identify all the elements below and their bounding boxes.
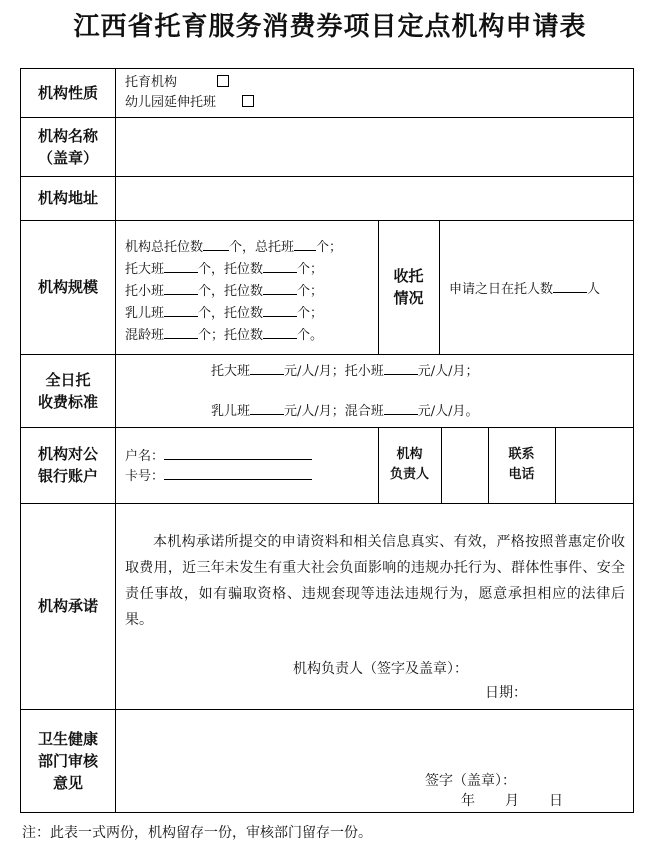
enroll-label-line1: 收托 bbox=[393, 267, 424, 285]
review-day: 日 bbox=[549, 793, 563, 809]
nature-option-childcare-label: 托育机构 bbox=[125, 75, 178, 90]
pledge-sign: 机构负责人（签字及盖章）： bbox=[293, 661, 468, 677]
address-label bbox=[21, 176, 115, 220]
phone-label bbox=[488, 427, 555, 503]
fee-line-2: 乳儿班 元/人/月；混合班 元/人/月。 bbox=[211, 400, 479, 422]
nature-option-kindergarten[interactable] bbox=[125, 93, 254, 113]
form-title: 江西省托育服务消费券项目定点机构申请表 bbox=[73, 12, 587, 42]
review-sign: 签字（盖章）： bbox=[425, 773, 516, 789]
scale-line-mixed-class: 混龄班 个；托位数 个。 bbox=[125, 324, 323, 346]
review-date bbox=[461, 791, 563, 811]
address-label-text: 机构地址 bbox=[37, 189, 98, 207]
review-label bbox=[21, 709, 115, 812]
name-label-line1: 机构名称 bbox=[37, 126, 98, 145]
fee-label-line2: 收费标准 bbox=[37, 392, 98, 411]
column-divider bbox=[439, 220, 440, 354]
pledge-label bbox=[21, 503, 115, 709]
enroll-label bbox=[378, 220, 439, 354]
review-month: 月 bbox=[505, 793, 519, 809]
scale-line-total: 机构总托位数 个，总托班 个； bbox=[125, 236, 342, 258]
kindergarten-checkbox[interactable] bbox=[242, 95, 254, 107]
enroll-label-line2: 情况 bbox=[393, 289, 424, 307]
application-form bbox=[20, 68, 634, 813]
pledge-date: 日期： bbox=[485, 685, 527, 701]
account-number-label: 卡号： bbox=[125, 469, 165, 484]
scale-line-infant-class: 乳儿班 个，托位数 个； bbox=[125, 302, 323, 324]
name-input-area[interactable] bbox=[116, 118, 633, 175]
scale-line-small-class: 托小班 个，托位数 个； bbox=[125, 280, 323, 302]
scale-label-text: 机构规模 bbox=[37, 278, 98, 296]
nature-option-kindergarten-label: 幼儿园延伸托班 bbox=[125, 95, 217, 110]
scale-label bbox=[21, 220, 115, 354]
fee-label-line1: 全日托 bbox=[45, 370, 91, 389]
bank-label bbox=[21, 427, 115, 503]
nature-label bbox=[21, 69, 115, 117]
account-name-label: 户名： bbox=[125, 449, 165, 464]
head-label bbox=[378, 427, 441, 503]
head-label-line1: 机构 bbox=[396, 447, 423, 462]
pledge-label-text: 机构承诺 bbox=[37, 597, 98, 615]
account-name-field[interactable] bbox=[125, 445, 312, 467]
name-label-line2: （盖章） bbox=[37, 148, 98, 167]
bank-label-line1: 机构对公 bbox=[37, 445, 98, 463]
head-input-area[interactable] bbox=[442, 428, 487, 502]
review-year: 年 bbox=[461, 793, 475, 809]
childcare-checkbox[interactable] bbox=[217, 75, 229, 87]
phone-label-line1: 联系 bbox=[508, 447, 535, 462]
name-label bbox=[21, 117, 115, 176]
bank-label-line2: 银行账户 bbox=[37, 467, 98, 485]
head-label-line2: 负责人 bbox=[389, 467, 429, 482]
scale-line-big-class: 托大班 个，托位数 个； bbox=[125, 258, 323, 280]
phone-input-area[interactable] bbox=[556, 428, 633, 502]
footer-note: 注：此表一式两份，机构留存一份，审核部门留存一份。 bbox=[22, 825, 372, 841]
review-label-line1: 卫生健康 bbox=[37, 729, 98, 748]
pledge-text: 本机构承诺所提交的申请资料和相关信息真实、有效，严格按照普惠定价收取费用，近三年未发生有重大社会负面影响的违规办托行为、群体性事件、安全责任事故，如有骗取资格、违规套现等违法违规行为，愿意承担相应的法律后果。 bbox=[125, 534, 625, 628]
nature-label-text: 机构性质 bbox=[37, 84, 98, 102]
phone-label-line2: 电话 bbox=[508, 467, 535, 482]
account-number-field[interactable] bbox=[125, 465, 312, 487]
address-input-area[interactable] bbox=[116, 177, 633, 219]
enroll-count: 申请之日在托人数 人 bbox=[449, 278, 600, 300]
review-label-line3: 意见 bbox=[52, 773, 83, 792]
fee-line-1: 托大班 元/人/月；托小班 元/人/月； bbox=[211, 360, 479, 382]
review-label-line2: 部门审核 bbox=[37, 751, 98, 770]
fee-label bbox=[21, 354, 115, 427]
nature-option-childcare[interactable] bbox=[125, 73, 229, 93]
